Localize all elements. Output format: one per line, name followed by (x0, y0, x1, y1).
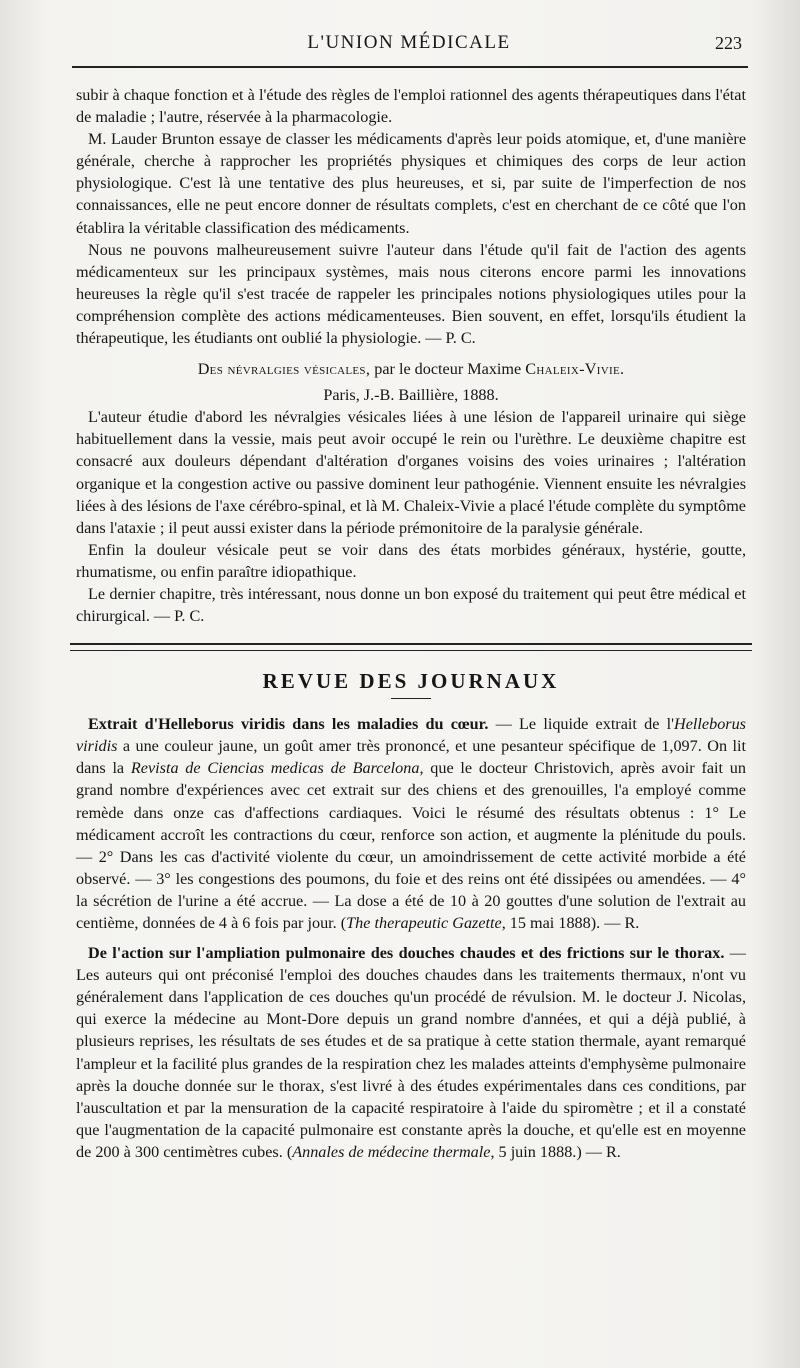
review-book-byline: par le docteur Maxime (374, 360, 522, 379)
section-divider (70, 643, 752, 651)
review-book-author: Chaleix-Vivie. (525, 360, 625, 379)
book-review-heading (76, 358, 746, 380)
paragraph: M. Lauder Brunton essaye de classer les médicaments d'après leur poids atomique, et, d'une manière générale, cherche à rapprocher les propriétés physiques et chimiques des corps de leur action physiologique. C'est là une tentative des plus heureuses, et si, par suite de l'imperfection de nos connaissances, elle ne peut encore donner de résultats complets, c'est en cherchant de ce côté que l'on établira la véritable classification des médicaments. (76, 130, 746, 237)
page-number: 223 (715, 33, 742, 53)
paragraph: Le dernier chapitre, très intéressant, nous donne un bon exposé du traitement qui peut être médical et chirurgical. — P. C. (76, 584, 746, 626)
paragraph: subir à chaque fonction et à l'étude des règles de l'emploi rationnel des agents thérapeutiques dans l'état de maladie ; l'autre, réservée à la pharmacologie. (76, 86, 746, 127)
spacer (76, 934, 746, 942)
article: Extrait d'Helleborus viridis dans les maladies du cœur. — Le liquide extrait de l'Helleborus viridis a une couleur jaune, un goût amer très prononcé, et une pesanteur spécifique de 1,097. On lit dans la Revista de Ciencias medicas de Barcelona, que le docteur Christovich, après avoir fait un grand nombre d'expériences avec cet extrait sur des chiens et des grenouilles, l'a employé comme remède dans onze cas d'affections cardiaques. Voici le résumé des résultats obtenus : 1° Le médicament accroît les contractions du cœur, renforce son action, et augmente la plénitude du pouls. — 2° Dans les cas d'activité violente du cœur, un amoindrissement de cette activité morbide a été observé. — 3° les congestions des poumons, du foie et des reins ont été dissipées ou amendées. — 4° la sécrétion de l'urine a été accrue. — La dose a été de 10 à 20 gouttes d'une solution de l'extrait au centième, données de 4 à 6 fois par jour. (The therapeutic Gazette, 15 mai 1888). — R. (76, 715, 746, 932)
review-book-imprint: Paris, J.-B. Baillière, 1888. (323, 386, 499, 405)
title-underline (391, 698, 431, 699)
page-header (70, 30, 748, 60)
paragraph: L'auteur étudie d'abord les névralgies vésicales liées à une lésion de l'appareil urinaire qui siège habituellement dans la vessie, mais peut avoir occupé le rein ou l'urèthre. Le deuxième chapitre est consacré aux douleurs dépendant d'altération d'organes voisins des voies urinaires ; l'altération organique et la congestion active ou passive dominent leur pathogénie. Viennent ensuite les névralgies liées à des lésions de l'axe cérébro-spinal, et là M. Chaleix-Vivie a placé l'étude complète du symptôme dans l'ataxie ; il peut aussi exister dans la période prémonitoire de la paralysie générale. (76, 408, 746, 537)
section-title: REVUE DES JOURNAUX (262, 669, 560, 694)
article-title: Extrait d'Helleborus viridis dans les maladies du cœur. (88, 715, 489, 734)
paragraph: Nous ne pouvons malheureusement suivre l'auteur dans l'étude qu'il fait de l'action des agents médicamenteux sur les principaux systèmes, mais nous citerons encore parmi les innovations heureuses la règle qu'il s'est tracée de rappeler les principales notions physiologiques utiles pour la compréhension complète des actions médicamenteuses. Bien souvent, en effet, lorsqu'ils étudient la thérapeutique, les étudiants ont oublié la physiologie. — P. C. (76, 240, 746, 348)
header-rule (72, 66, 748, 68)
article-title: De l'action sur l'ampliation pulmonaire des douches chaudes et des frictions sur le thorax. (88, 944, 725, 963)
page-body (76, 84, 746, 1163)
article: De l'action sur l'ampliation pulmonaire des douches chaudes et des frictions sur le thorax. — Les auteurs qui ont préconisé l'emploi des douches chaudes dans les traitements thermaux, n'ont vu généralement dans l'application de ces douches qu'un procédé de révulsion. M. le docteur J. Nicolas, qui exerce la médecine au Mont-Dore depuis un grand nombre d'années, et qui a déjà publié, à plusieurs reprises, les résultats de ses études et de sa pratique à cette station thermale, ayant remarqué l'ampleur et la facilité plus grandes de la respiration chez les malades atteints d'emphysème pulmonaire après la douche donnée sur le thorax, s'est livré à des études expérimentales dans ces conditions, par l'auscultation et par la mensuration de la capacité respiratoire à l'aide du spiromètre ; et il a constaté que l'augmentation de la capacité pulmonaire est constante après la douche, et qu'elle est en moyenne de 200 à 300 centimètres cubes. (Annales de médecine thermale, 5 juin 1888.) — R. (76, 944, 746, 1161)
paragraph: Enfin la douleur vésicale peut se voir dans des états morbides généraux, hystérie, goutte, rhumatisme, ou enfin paraître idiopathique. (76, 540, 746, 581)
running-title: L'UNION MÉDICALE (307, 32, 511, 53)
review-book-title: Des névralgies vésicales, (197, 360, 371, 379)
